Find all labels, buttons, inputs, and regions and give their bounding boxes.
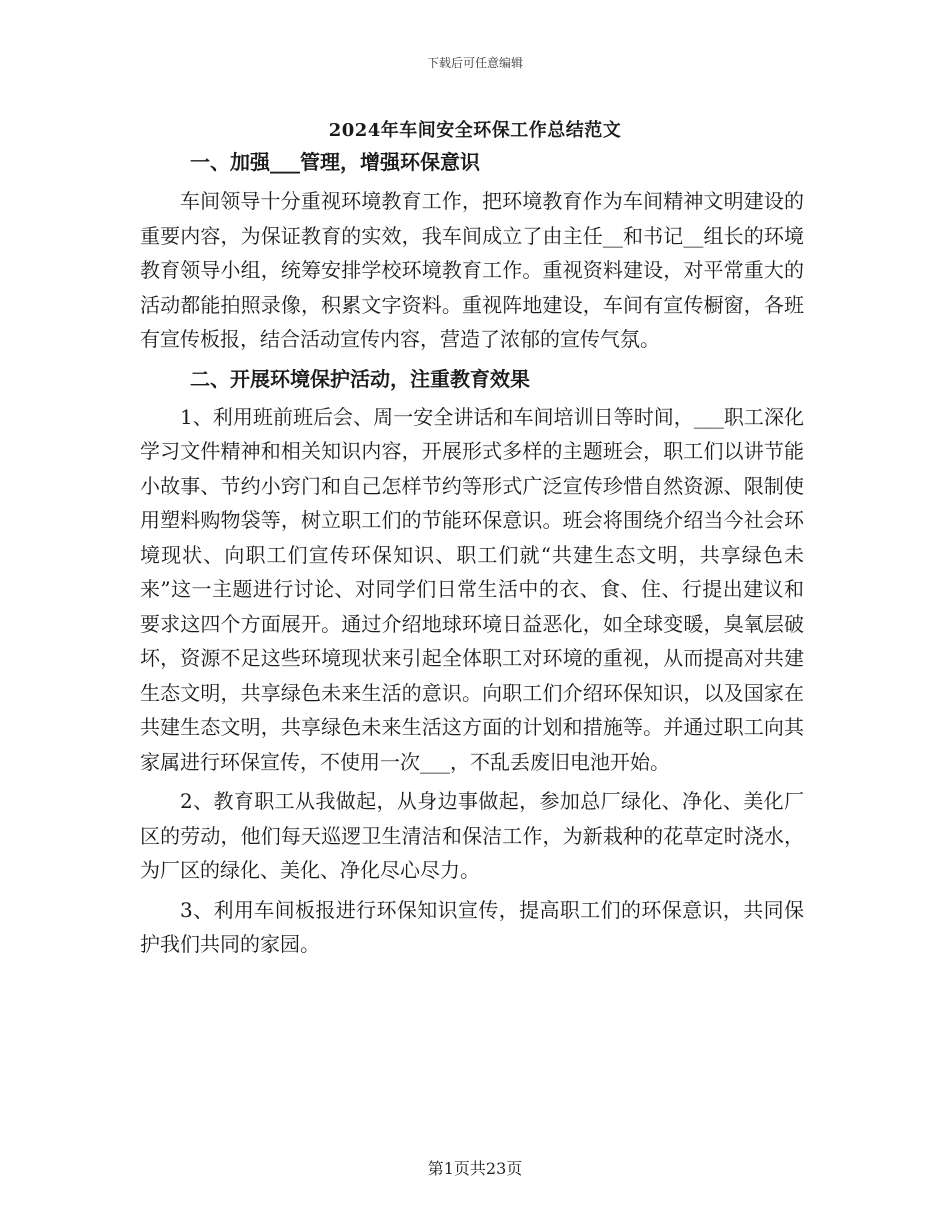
document-body (140, 146, 804, 962)
section-2-paragraph-2: 2、教育职工从我做起，从身边事做起，参加总厂绿化、净化、美化厂区的劳动，他们每天巡逻卫生清洁和保洁工作，为新栽种的花草定时浇水，为厂区的绿化、美化、净化尽心尽力。 (140, 789, 804, 882)
document-title: 2024年车间安全环保工作总结范文 (328, 120, 622, 141)
page-header-note: 下载后可任意编辑 (426, 56, 523, 70)
section-1-paragraph: 车间领导十分重视环境教育工作，把环境教育作为车间精神文明建设的重要内容，为保证教育的实效，我车间成立了由主任__和书记__组长的环境教育领导小组，统筹安排学校环境教育工作。重视资料建设，对平常重大的活动都能拍照录像，积累文字资料。重视阵地建设，车间有宣传橱窗，各班有宣传板报，结合活动宣传内容，营造了浓郁的宣传气氛。 (140, 189, 804, 351)
section-2-paragraph-3: 3、利用车间板报进行环保知识宣传，提高职工们的环保意识，共同保护我们共同的家园。 (140, 897, 804, 956)
section-1-heading: 一、加强___管理，增强环保意识 (190, 150, 480, 174)
page-number-footer: 第1页共23页 (427, 1159, 523, 1178)
section-2-paragraph-1: 1、利用班前班后会、周一安全讲话和车间培训日等时间，___职工深化学习文件精神和相关知识内容，开展形式多样的主题班会，职工们以讲节能小故事、节约小窍门和自己怎样节约等形式广泛宣传珍惜自然资源、限制使用塑料购物袋等，树立职工们的节能环保意识。班会将围绕介绍当今社会环境现状、向职工们宣传环保知识、职工们就“共建生态文明，共享绿色未来”这一主题进行讨论、对同学们日常生活中的衣、食、住、行提出建议和要求这四个方面展开。通过介绍地球环境日益恶化，如全球变暖，臭氧层破坏，资源不足这些环境现状来引起全体职工对环境的重视，从而提高对共建生态文明，共享绿色未来生活的意识。向职工们介绍环保知识，以及国家在共建生态文明，共享绿色未来生活这方面的计划和措施等。并通过职工向其家属进行环保宣传，不使用一次___，不乱丢废旧电池开始。 (140, 404, 804, 774)
section-2-heading: 二、开展环境保护活动，注重教育效果 (190, 366, 530, 391)
